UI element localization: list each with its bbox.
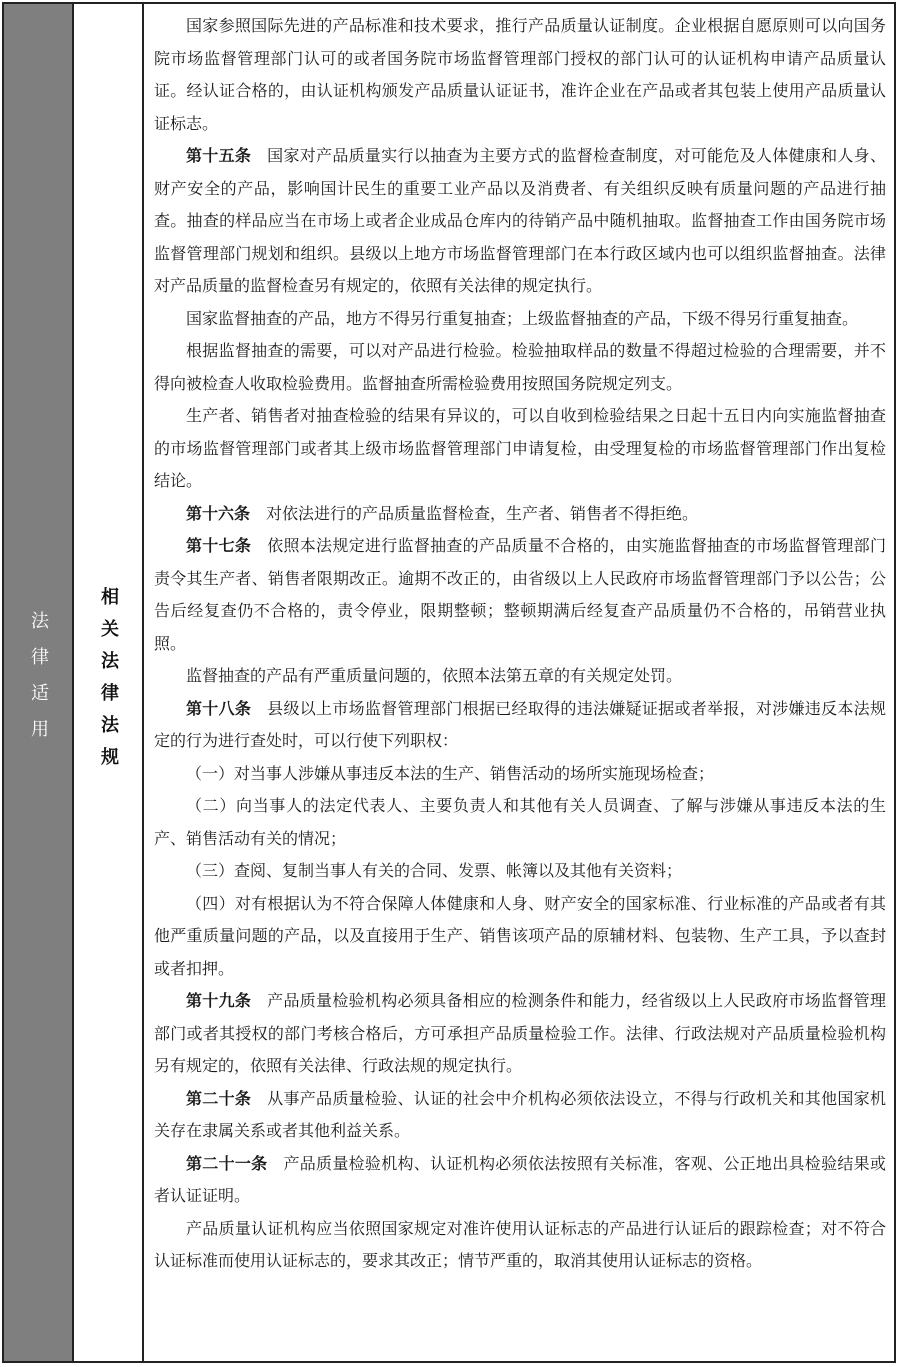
- paragraph: [154, 1213, 886, 1278]
- paragraph-text: （二）向当事人的法定代表人、主要负责人和其他有关人员调查、了解与涉嫌从事违反本法的生产、销售活动有关的情况；: [154, 796, 886, 848]
- paragraph: [154, 1148, 886, 1213]
- paragraph: [154, 10, 886, 140]
- law-content: [144, 4, 894, 1361]
- article-number: 第二十一条: [186, 1153, 268, 1173]
- paragraph: [154, 985, 886, 1083]
- paragraph: [154, 303, 886, 336]
- article-number: 第二十条: [186, 1088, 252, 1108]
- category-label: 法律适用: [28, 610, 49, 755]
- law-table: [2, 2, 896, 1363]
- article-number: 第十六条: [186, 503, 251, 523]
- paragraph: [154, 335, 886, 400]
- paragraph-text: 对依法进行的产品质量监督检查，生产者、销售者不得拒绝。: [266, 503, 699, 523]
- paragraph-text: 产品质量检验机构必须具备相应的检测条件和能力，经省级以上人民政府市场监督管理部门或者其授权的部门考核合格后，方可承担产品质量检验工作。法律、行政法规对产品质量检验机构另有规定的，依照有关法律、行政法规的规定执行。: [154, 991, 886, 1075]
- paragraph-text: 从事产品质量检验、认证的社会中介机构必须依法设立，不得与行政机关和其他国家机关存在隶属关系或者其他利益关系。: [154, 1088, 886, 1140]
- paragraph-text: 根据监督抽查的需要，可以对产品进行检验。检验抽取样品的数量不得超过检验的合理需要，并不得向被检查人收取检验费用。监督抽查所需检验费用按照国务院规定列支。: [154, 341, 886, 393]
- paragraph-text: 国家参照国际先进的产品标准和技术要求，推行产品质量认证制度。企业根据自愿原则可以向国务院市场监督管理部门认可的或者国务院市场监督管理部门授权的部门认可的认证机构申请产品质量认证。经认证合格的，由认证机构颁发产品质量认证证书，准许企业在产品或者其包装上使用产品质量认证标志。: [154, 16, 886, 133]
- paragraph-text: 依照本法规定进行监督抽查的产品质量不合格的，由实施监督抽查的市场监督管理部门责令其生产者、销售者限期改正。逾期不改正的，由省级以上人民政府市场监督管理部门予以公告；公告后经复查仍不合格的，责令停业，限期整顿；整顿期满后经复查产品质量仍不合格的，吊销营业执照。: [154, 536, 886, 653]
- paragraph-text: 监督抽查的产品有严重质量问题的，依照本法第五章的有关规定处罚。: [186, 666, 683, 685]
- paragraph: [154, 660, 886, 693]
- article-number: 第十八条: [186, 698, 252, 718]
- article-number: 第十七条: [186, 536, 252, 555]
- paragraph-text: 生产者、销售者对抽查检验的结果有异议的，可以自收到检验结果之日起十五日内向实施监督抽查的市场监督管理部门或者其上级市场监督管理部门申请复检，由受理复检的市场监督管理部门作出复检结论。: [154, 406, 886, 490]
- paragraph: [154, 888, 886, 986]
- paragraph-text: （四）对有根据认为不符合保障人体健康和人身、财产安全的国家标准、行业标准的产品或者有其他严重质量问题的产品，以及直接用于生产、销售该项产品的原辅材料、包装物、生产工具，予以查封或者扣押。: [154, 893, 886, 978]
- paragraph: [154, 1083, 886, 1148]
- paragraph-text: 国家监督抽查的产品，地方不得另行重复抽查；上级监督抽查的产品，下级不得另行重复抽查。: [186, 308, 859, 328]
- article-number: 第十五条: [186, 146, 252, 165]
- paragraph: [154, 855, 886, 888]
- paragraph-text: 产品质量认证机构应当依照国家规定对准许使用认证标志的产品进行认证后的跟踪检查；对不符合认证标准而使用认证标志的，要求其改正；情节严重的，取消其使用认证标志的资格。: [154, 1218, 886, 1270]
- paragraph-text: 县级以上市场监督管理部门根据已经取得的违法嫌疑证据或者举报，对涉嫌违反本法规定的行为进行查处时，可以行使下列职权：: [154, 698, 886, 750]
- paragraph-text: 产品质量检验机构、认证机构必须依法按照有关标准，客观、公正地出具检验结果或者认证证明。: [154, 1153, 886, 1205]
- paragraph-text: 国家对产品质量实行以抽查为主要方式的监督检查制度，对可能危及人体健康和人身、财产安全的产品，影响国计民生的重要工业产品以及消费者、有关组织反映有质量问题的产品进行抽查。抽查的样品应当在市场上或者企业成品仓库内的待销产品中随机抽取。监督抽查工作由国务院市场监督管理部门规划和组织。县级以上地方市场监督管理部门在本行政区域内也可以组织监督抽查。法律对产品质量的监督检查另有规定的，依照有关法律的规定执行。: [154, 146, 886, 295]
- subcategory-cell: [74, 4, 144, 1361]
- paragraph: [154, 140, 886, 303]
- paragraph-text: （一）对当事人涉嫌从事违反本法的生产、销售活动的场所实施现场检查；: [186, 763, 715, 783]
- subcategory-label: 相关法律法规: [98, 586, 119, 779]
- paragraph: [154, 530, 886, 660]
- paragraph: [154, 790, 886, 855]
- paragraph: [154, 400, 886, 498]
- category-cell: [4, 4, 74, 1361]
- paragraph-text: （三）查阅、复制当事人有关的合同、发票、帐簿以及其他有关资料；: [186, 861, 683, 880]
- paragraph: [154, 758, 886, 791]
- article-number: 第十九条: [186, 991, 252, 1010]
- paragraph: [154, 498, 886, 531]
- paragraph: [154, 693, 886, 758]
